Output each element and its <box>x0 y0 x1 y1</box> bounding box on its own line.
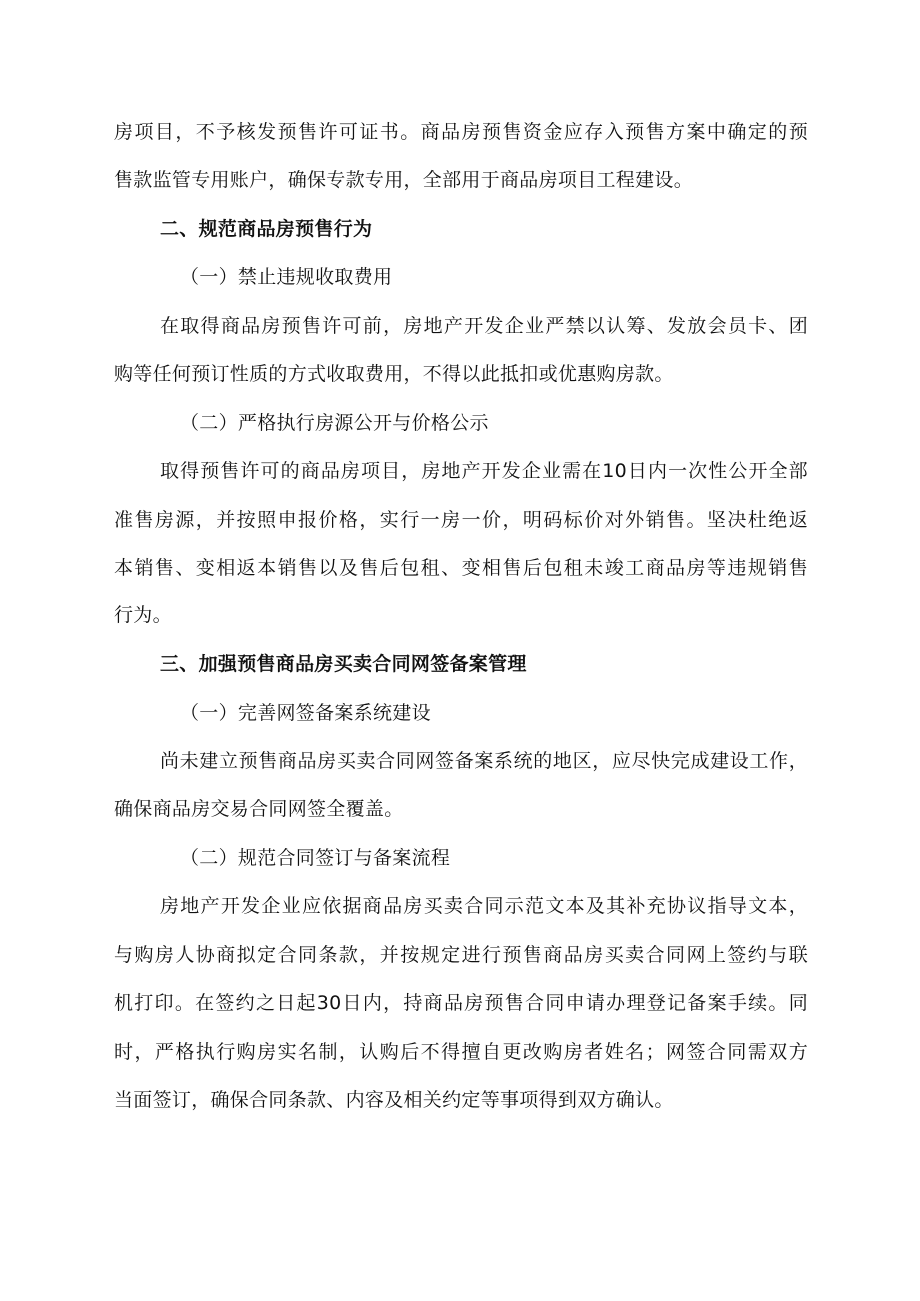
section-heading: 三、加强预售商品房买卖合同网签备案管理 <box>160 653 527 675</box>
paragraph-line: 尚未建立预售商品房买卖合同网签备案系统的地区，应尽快完成建设工作， <box>160 750 808 772</box>
paragraph-line: 确保商品房交易合同网签全覆盖。 <box>114 798 404 820</box>
paragraph-line: 购等任何预订性质的方式收取费用，不得以此抵扣或优惠购房款。 <box>114 363 674 385</box>
paragraph-line: 准售房源，并按照申报价格，实行一房一价，明码标价对外销售。坚决杜绝返 <box>114 509 808 531</box>
subsection-heading: （一）禁止违规收取费用 <box>180 266 393 288</box>
paragraph-line: 与购房人协商拟定合同条款，并按规定进行预售商品房买卖合同网上签约与联 <box>114 944 808 966</box>
paragraph-line: 取得预售许可的商品房项目，房地产开发企业需在10日内一次性公开全部 <box>160 460 808 482</box>
section-heading: 二、规范商品房预售行为 <box>160 218 373 240</box>
paragraph-line: 在取得商品房预售许可前，房地产开发企业严禁以认筹、发放会员卡、团 <box>160 315 808 337</box>
paragraph-line: 房项目，不予核发预售许可证书。商品房预售资金应存入预售方案中确定的预 <box>114 121 808 143</box>
paragraph-line: 当面签订，确保合同条款、内容及相关约定等事项得到双方确认。 <box>114 1089 674 1111</box>
paragraph-line: 售款监管专用账户，确保专款专用，全部用于商品房项目工程建设。 <box>114 169 694 191</box>
paragraph-line: 时，严格执行购房实名制，认购后不得擅自更改购房者姓名；网签合同需双方 <box>114 1041 808 1063</box>
subsection-heading: （二）规范合同签订与备案流程 <box>180 847 451 869</box>
paragraph-line: 房地产开发企业应依据商品房买卖合同示范文本及其补充协议指导文本， <box>160 895 808 917</box>
paragraph-line: 本销售、变相返本销售以及售后包租、变相售后包租未竣工商品房等违规销售 <box>114 557 808 579</box>
paragraph-line: 机打印。在签约之日起30日内，持商品房预售合同申请办理登记备案手续。同 <box>114 992 808 1014</box>
paragraph-line: 行为。 <box>114 604 172 626</box>
subsection-heading: （二）严格执行房源公开与价格公示 <box>180 412 489 434</box>
subsection-heading: （一）完善网签备案系统建设 <box>180 702 431 724</box>
